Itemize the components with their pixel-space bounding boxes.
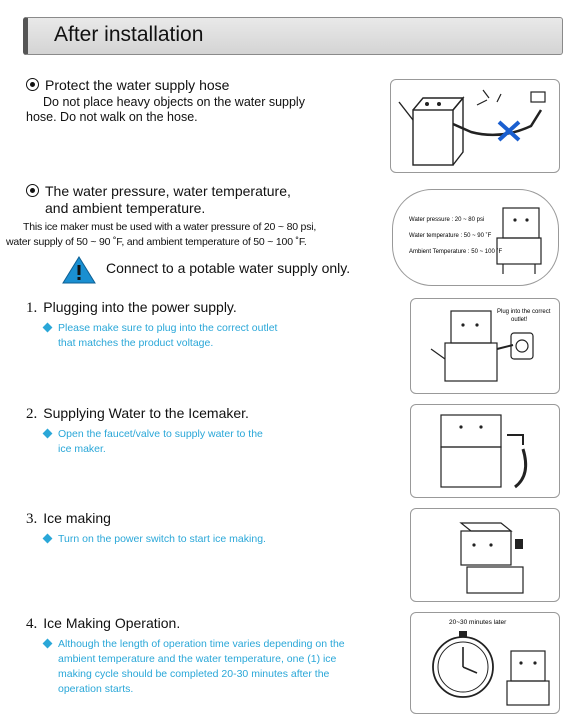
step-2-title xyxy=(26,405,396,423)
hose-text-line1: Do not place heavy objects on the water supply xyxy=(43,95,305,109)
hose-section xyxy=(26,77,376,125)
step-2 xyxy=(26,405,396,457)
step-3-note-line1: Turn on the power switch to start ice making. xyxy=(58,533,266,545)
pressure-diagram xyxy=(393,190,558,285)
step-2-note-line1: Open the faucet/valve to supply water to the xyxy=(58,428,263,440)
pressure-title xyxy=(26,183,391,200)
step-2-note xyxy=(40,427,396,457)
step-3 xyxy=(26,510,396,547)
step-2-note-line2: ice maker. xyxy=(58,443,106,455)
step-4-illustration xyxy=(410,612,560,714)
timer-callout: 20~30 minutes later xyxy=(449,619,507,626)
step-3-number: 3. xyxy=(26,511,38,527)
step-2-title-text: Supplying Water to the Icemaker. xyxy=(43,405,249,421)
pressure-body-line2: water supply of 50 ~ 90 ˚F, and ambient temperature of 50 ~ 100 ˚F. xyxy=(6,236,307,248)
step-4-note-line4: operation starts. xyxy=(58,683,134,695)
step-4-note-line3: making cycle should be completed 20-30 minutes after the xyxy=(58,668,330,680)
hose-illustration xyxy=(390,79,560,173)
step-4 xyxy=(26,615,396,697)
hose-text-line2: hose. Do not walk on the hose. xyxy=(26,110,198,124)
pressure-title-line1: The water pressure, water temperature, xyxy=(45,183,291,199)
step-3-title xyxy=(26,510,396,528)
power-plug-icon xyxy=(411,299,559,393)
diamond-bullet-icon xyxy=(43,534,53,544)
bullet-icon xyxy=(26,184,39,197)
water-faucet-icon xyxy=(411,405,559,497)
diamond-bullet-icon xyxy=(43,639,53,649)
plug-callout-line2: outlet! xyxy=(511,317,528,323)
section-header xyxy=(23,17,563,55)
warning-text: Connect to a potable water supply only. xyxy=(106,260,351,276)
step-4-title-text: Ice Making Operation. xyxy=(43,615,181,631)
step-1-note xyxy=(40,321,396,351)
diamond-bullet-icon xyxy=(43,429,53,439)
step-4-number: 4. xyxy=(26,616,38,632)
diagram-ambient-temperature: Ambient Temperature : 50 ~ 100 ˚F xyxy=(409,249,503,255)
step-2-number: 2. xyxy=(26,406,38,422)
step-3-title-text: Ice making xyxy=(43,510,111,526)
warning-icon xyxy=(61,255,97,285)
hose-stepping-icon xyxy=(391,80,559,172)
page-title: After installation xyxy=(54,23,204,46)
step-1-number: 1. xyxy=(26,300,38,316)
diamond-bullet-icon xyxy=(43,323,53,333)
plug-callout-line1: Plug into the correct xyxy=(497,309,551,315)
step-4-note-line2: ambient temperature and the water temperature, one (1) ice xyxy=(58,653,337,665)
bullet-icon xyxy=(26,78,39,91)
step-4-title xyxy=(26,615,396,633)
hose-title xyxy=(26,77,376,94)
timer-clock-icon xyxy=(411,613,559,713)
step-1-note-line1: Please make sure to plug into the correct outlet xyxy=(58,322,278,334)
step-3-illustration xyxy=(410,508,560,602)
step-4-note xyxy=(40,637,396,697)
pressure-title-line2: and ambient temperature. xyxy=(45,200,206,216)
pressure-section xyxy=(26,183,391,217)
diagram-water-temperature: Water temperature : 50 ~ 90 ˚F xyxy=(409,233,492,239)
step-1-title-text: Plugging into the power supply. xyxy=(43,299,237,315)
step-4-note-line1: Although the length of operation time varies depending on the xyxy=(58,638,345,650)
pressure-body-line1: This ice maker must be used with a water pressure of 20 ~ 80 psi, xyxy=(23,221,317,233)
step-2-illustration xyxy=(410,404,560,498)
pressure-illustration xyxy=(392,189,559,286)
step-1-title xyxy=(26,299,396,317)
step-1-note-line2: that matches the product voltage. xyxy=(58,337,214,349)
step-1-illustration xyxy=(410,298,560,394)
step-3-note xyxy=(40,532,396,547)
ice-machine-icon xyxy=(411,509,559,601)
diagram-water-pressure: Water pressure : 20 ~ 80 psi xyxy=(409,217,485,223)
hose-title-text: Protect the water supply hose xyxy=(45,77,230,93)
step-1 xyxy=(26,299,396,351)
